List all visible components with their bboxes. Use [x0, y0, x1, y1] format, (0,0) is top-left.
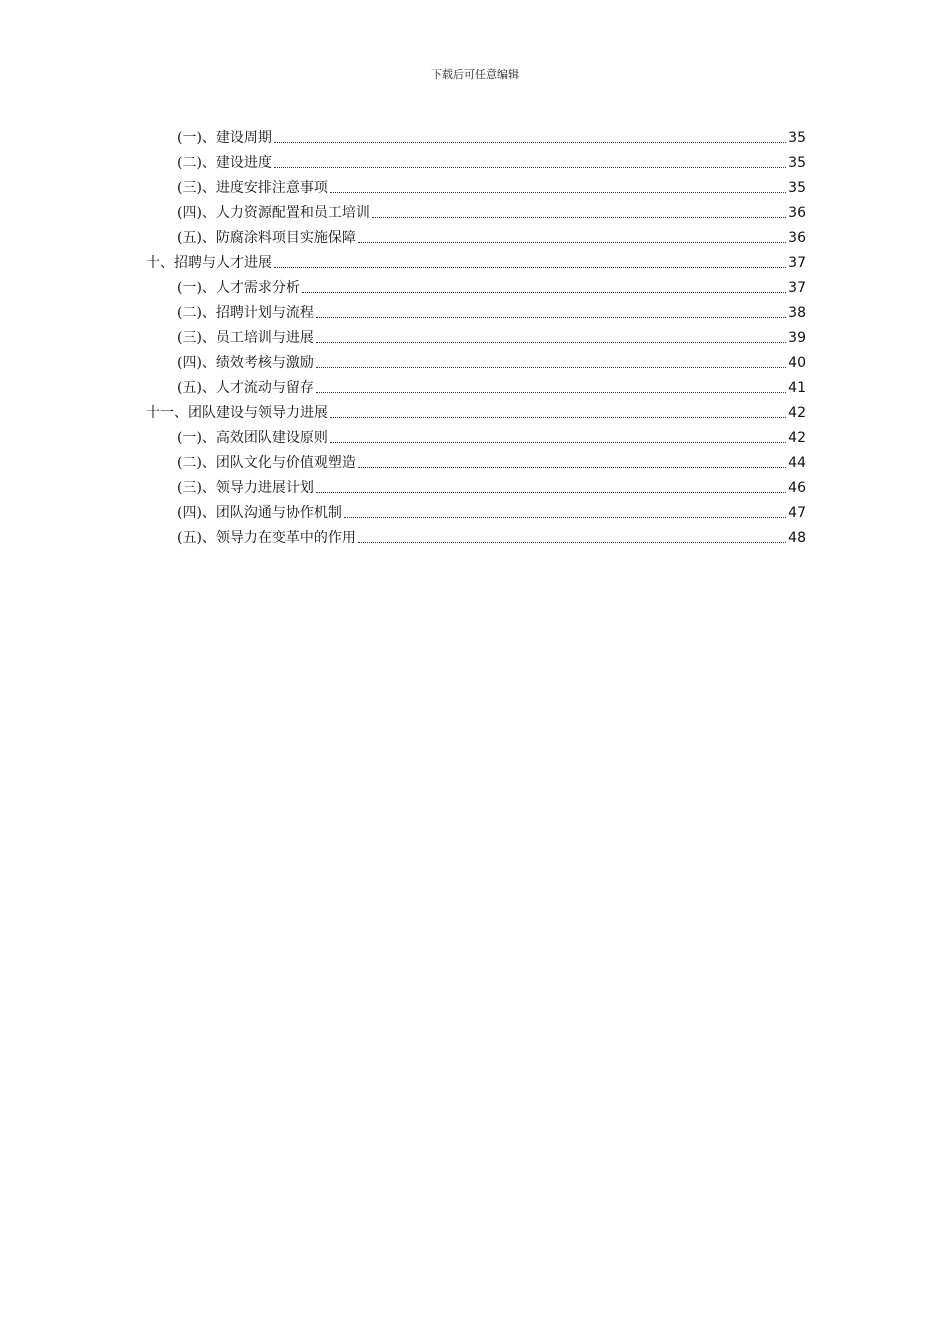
- toc-entry-title: (三)、领导力进展计划: [177, 480, 314, 496]
- toc-entry-title: (四)、人力资源配置和员工培训: [177, 205, 370, 221]
- toc-entry-title: (一)、建设周期: [177, 130, 272, 146]
- toc-entry-title: 十、招聘与人才进展: [146, 255, 272, 271]
- toc-entry-title: (三)、员工培训与进展: [177, 330, 314, 346]
- toc-entry-page: 46: [788, 480, 806, 496]
- toc-dot-leader: [316, 492, 786, 493]
- toc-dot-leader: [358, 242, 786, 243]
- toc-dot-leader: [316, 367, 786, 368]
- toc-entry[interactable]: [177, 451, 806, 473]
- toc-dot-leader: [358, 542, 786, 543]
- toc-entry-page: 36: [788, 230, 806, 246]
- toc-entry-title: (二)、团队文化与价值观塑造: [177, 455, 356, 471]
- toc-entry-title: (五)、人才流动与留存: [177, 380, 314, 396]
- toc-entry[interactable]: [146, 401, 806, 423]
- toc-entry-title: (一)、高效团队建设原则: [177, 430, 328, 446]
- toc-entry-title: (五)、领导力在变革中的作用: [177, 530, 356, 546]
- toc-entry-page: 42: [788, 430, 806, 446]
- toc-entry-page: 44: [788, 455, 806, 471]
- toc-entry-title: (四)、绩效考核与激励: [177, 355, 314, 371]
- toc-entry-page: 40: [788, 355, 806, 371]
- toc-entry[interactable]: [177, 501, 806, 523]
- toc-entry[interactable]: [177, 276, 806, 298]
- toc-entry-page: 35: [788, 130, 806, 146]
- toc-entry-page: 47: [788, 505, 806, 521]
- toc-entry[interactable]: [177, 351, 806, 373]
- toc-entry-page: 37: [788, 280, 806, 296]
- toc-entry-title: (一)、人才需求分析: [177, 280, 300, 296]
- toc-entry[interactable]: [146, 251, 806, 273]
- toc-entry-page: 38: [788, 305, 806, 321]
- toc-entry-title: (五)、防腐涂料项目实施保障: [177, 230, 356, 246]
- toc-dot-leader: [344, 517, 786, 518]
- toc-entry-title: (三)、进度安排注意事项: [177, 180, 328, 196]
- toc-entry-page: 42: [788, 405, 806, 421]
- toc-dot-leader: [316, 342, 786, 343]
- toc-entry[interactable]: [177, 426, 806, 448]
- toc-entry[interactable]: [177, 201, 806, 223]
- toc-entry-page: 35: [788, 180, 806, 196]
- toc-dot-leader: [316, 317, 786, 318]
- toc-entry[interactable]: [177, 526, 806, 548]
- toc-entry[interactable]: [177, 376, 806, 398]
- toc-dot-leader: [274, 267, 786, 268]
- toc-entry-page: 41: [788, 380, 806, 396]
- toc-dot-leader: [316, 392, 786, 393]
- toc-entry-title: 十一、团队建设与领导力进展: [146, 405, 328, 421]
- toc-dot-leader: [372, 217, 786, 218]
- toc-entry-page: 35: [788, 155, 806, 171]
- toc-entry-title: (四)、团队沟通与协作机制: [177, 505, 342, 521]
- toc-dot-leader: [274, 142, 786, 143]
- toc-dot-leader: [330, 442, 786, 443]
- toc-dot-leader: [330, 192, 786, 193]
- toc-entry-title: (二)、建设进度: [177, 155, 272, 171]
- toc-entry[interactable]: [177, 151, 806, 173]
- toc-dot-leader: [330, 417, 786, 418]
- toc-dot-leader: [358, 467, 786, 468]
- toc-entry-page: 48: [788, 530, 806, 546]
- toc-entry-page: 36: [788, 205, 806, 221]
- toc-entry[interactable]: [177, 126, 806, 148]
- toc-entry-title: (二)、招聘计划与流程: [177, 305, 314, 321]
- toc-entry[interactable]: [177, 176, 806, 198]
- toc-dot-leader: [274, 167, 786, 168]
- toc-entry[interactable]: [177, 326, 806, 348]
- toc-entry[interactable]: [177, 226, 806, 248]
- toc-entry[interactable]: [177, 476, 806, 498]
- toc-entry-page: 37: [788, 255, 806, 271]
- toc-entry[interactable]: [177, 301, 806, 323]
- toc-dot-leader: [302, 292, 786, 293]
- page-header: 下载后可任意编辑: [431, 68, 519, 81]
- toc-entry-page: 39: [788, 330, 806, 346]
